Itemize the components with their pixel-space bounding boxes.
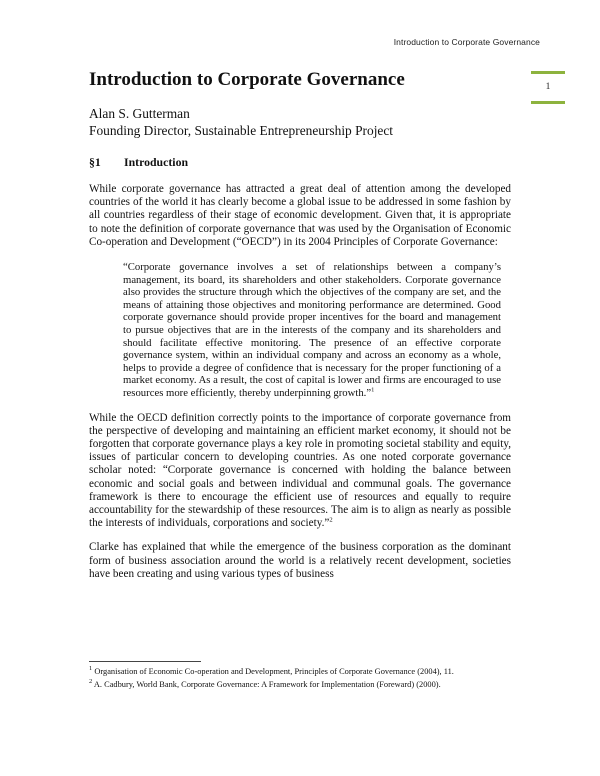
section-number: §1: [89, 155, 101, 169]
page-number-box: [531, 71, 565, 104]
page-number-top-rule: [531, 71, 565, 74]
document-title: Introduction to Corporate Governance: [89, 69, 405, 90]
author-role: Founding Director, Sustainable Entrepreneurship Project: [89, 123, 394, 138]
footnote-1: [89, 667, 511, 677]
footnote-mark-1: 1: [89, 665, 93, 673]
footnote-ref-2[interactable]: 2: [329, 516, 333, 524]
paragraph-3: Clarke has explained that while the emergence of the business corporation as the dominant form of business association around the world is a relatively recent development, societies have been creating and using various types of business: [89, 541, 511, 580]
document-body: [89, 68, 511, 581]
running-header: Introduction to Corporate Governance: [393, 37, 540, 47]
section-heading: [89, 155, 511, 169]
footnote-2: [89, 680, 511, 690]
oecd-quote: [123, 261, 501, 400]
footnote-mark-2: 2: [89, 678, 93, 686]
footnote-separator: [89, 661, 201, 662]
paragraph-2-text: While the OECD definition correctly points to the importance of corporate governance from the perspective of developing and maintaining an efficient market economy, it should not be forgotten that corporate governance plays a key role in promoting societal stability and equity, issues of particular concern to developing countries. As one noted corporate governance scholar noted: “Corporate governance is concerned with holding the balance between economic and social goals and between individual and communal goals. The governance framework is there to encourage the efficient use of resources and equally to require accountability for the stewardship of these resources. The aim is to align as nearly as possible the interests of individuals, corporations and society.”: [89, 411, 511, 530]
section-title: Introduction: [124, 155, 189, 169]
footnote-ref-1[interactable]: 1: [371, 386, 375, 394]
page-number-bottom-rule: [531, 101, 565, 104]
oecd-quote-text: “Corporate governance involves a set of relationships between a company’s management, its board, its shareholders and other stakeholders. Corporate governance also provides the structure through which the objectives of the company are set, and the means of attaining those objectives and monitoring performance are determined. Good corporate governance should provide proper incentives for the board and management to pursue objectives that are in the interests of the company and its shareholders and should facilitate effective monitoring. The presence of an effective corporate governance system, within an individual company and across an economy as a whole, helps to provide a degree of confidence that is necessary for the proper functioning of a market economy. As a result, the cost of capital is lower and firms are encouraged to use resources more efficiently, thereby underpinning growth.”: [123, 261, 501, 399]
author-name: Alan S. Gutterman: [89, 106, 190, 121]
footnote-1-text: Organisation of Economic Co-operation and Development, Principles of Corporate Governance (2004), 11.: [92, 667, 454, 676]
author-block: [89, 105, 511, 139]
paragraph-2: [89, 412, 511, 531]
footnote-2-text: A. Cadbury, World Bank, Corporate Governance: A Framework for Implementation (Foreward) (2000).: [92, 680, 441, 690]
footnotes: [89, 667, 511, 694]
paragraph-1: While corporate governance has attracted a great deal of attention among the developed countries of the world it has clearly become a global issue to be addressed in some fashion by all countries regardless of their stage of economic development. Given that, it is appropriate to note the definition of corporate governance that was used by the Organisation of Economic Co-operation and Development (“OECD”) in its 2004 Principles of Corporate Governance:: [89, 183, 511, 248]
page-number: 1: [545, 82, 551, 92]
